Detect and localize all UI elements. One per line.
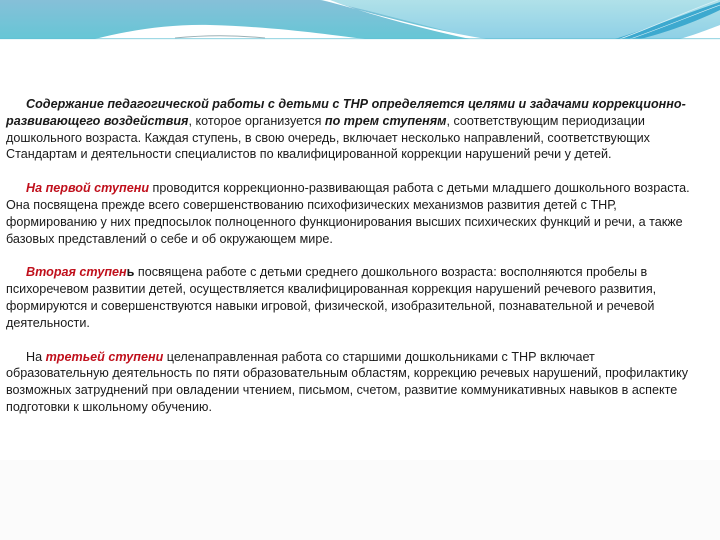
third-stage-text: целенаправленная работа со старшими дошкольниками с ТНР включает образовательную деятельность по пяти образовательным областям, коррекцию речевых нарушений, профилактику возможных затруднений при овладении чтением, письмом, счетом, развитие коммуникативных навыков в аспекте подготовки к школьному обучению. [6, 349, 689, 414]
first-stage-text: проводится коррекционно-развивающая работа с детьми младшего дошкольного возраста. Она посвящена прежде всего совершенствованию психофизических механизмов развития детей с ТНР, формированию у них предпосылок полноценного функционирования высших психических функций и речи, а также базовых представлений о себе и об окружающем мире. [6, 181, 690, 246]
paragraph-third-stage [6, 349, 696, 416]
header-wave-banner [0, 0, 720, 60]
paragraph-second-stage [6, 264, 696, 331]
intro-bold-italic-2: по трем ступеням [324, 113, 447, 128]
slide-body [6, 96, 696, 433]
second-stage-text: посвящена работе с детьми среднего дошкольного возраста: восполняются пробелы в психоречевом развитии детей, осуществляется квалифицированная коррекция нарушений речевого развития, формируются и совершенствуются навыки игровой, физической, изобразительной, познавательной и речевой деятельности. [6, 265, 657, 330]
intro-text-1: , которое организуется [188, 113, 325, 128]
first-stage-lead: На первой ступени [26, 181, 150, 196]
intro-text-2: , соответствующим периодизации дошкольного возраста. Каждая ступень, в свою очередь, включает несколько направлений, соответствующих Стандартам и деятельности специалистов по квалифицированной коррекции нарушений речи у детей. [6, 113, 650, 162]
paragraph-first-stage [6, 180, 696, 247]
paragraph-intro [6, 96, 696, 163]
second-stage-lead-tail: ь [126, 265, 135, 280]
intro-bold-italic: Содержание педагогической работы с детьми с ТНР определяется целями и задачами коррекционно-развивающего воздействия [6, 97, 686, 128]
third-stage-prefix: На [26, 349, 46, 364]
third-stage-lead: третьей ступени [45, 349, 164, 364]
second-stage-lead: Вторая ступен [26, 265, 127, 280]
footer-band [0, 460, 720, 540]
